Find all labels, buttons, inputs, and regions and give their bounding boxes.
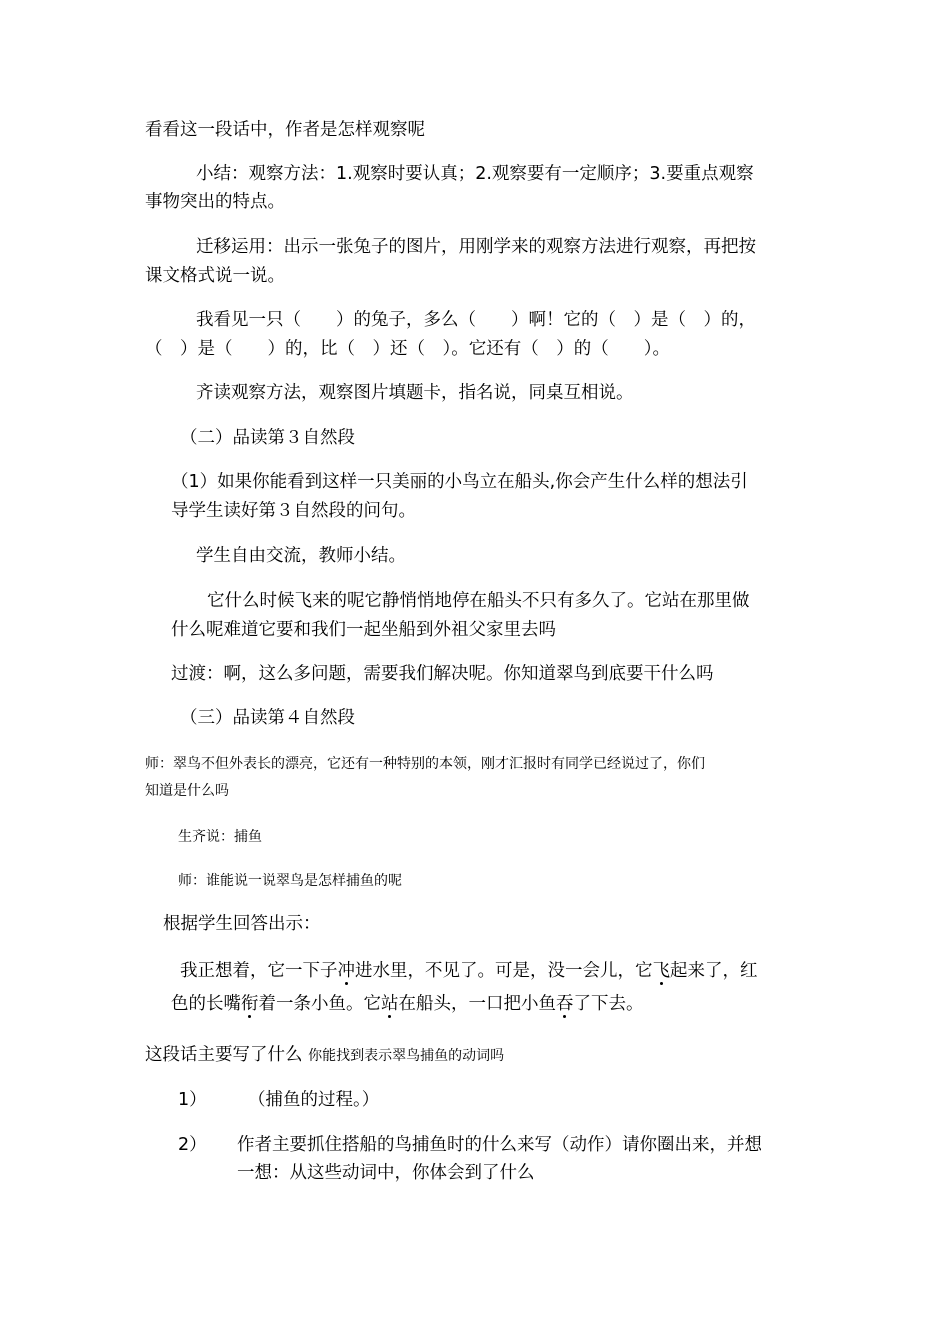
passage-text: 我正想着，它一下子 xyxy=(180,961,338,981)
rabbit-template-line-2: （ ）是（ ）的，比（ ）还（ ）。它还有（ ）的（ ）。 xyxy=(145,339,670,359)
student-exchange-line: 学生自由交流，教师小结。 xyxy=(196,546,406,566)
questions-quote-line-2: 什么呢难道它要和我们一起坐船到外祖父家里去吗 xyxy=(171,620,556,640)
read-methods-line: 齐读观察方法，观察图片填题卡，指名说，同桌互相说。 xyxy=(196,383,634,403)
list-item-1-text: （捕鱼的过程。） xyxy=(248,1090,380,1110)
transfer-line-2: 课文格式说一说。 xyxy=(145,266,285,286)
passage-text: 色的长嘴 xyxy=(171,994,241,1014)
transition-line: 过渡：啊，这么多问题，需要我们解决呢。你知道翠鸟到底要干什么吗 xyxy=(171,664,714,684)
list-item-2-line-1: 作者主要抓住搭船的鸟捕鱼时的什么来写（动作）请你圈出来，并想 xyxy=(237,1135,762,1155)
questions-quote-line-1: 它什么时候飞来的呢它静悄悄地停在船头不只有多久了。它站在那里做 xyxy=(207,591,750,611)
emphasized-verb: 冲 xyxy=(337,961,355,981)
find-verbs-question: 你能找到表示翠鸟捕鱼的动词吗 xyxy=(308,1048,505,1064)
main-content-question-line xyxy=(145,1041,504,1069)
list-item-1-number: 1） xyxy=(178,1090,207,1110)
passage-text: 在船头，一口把小鱼 xyxy=(398,994,556,1014)
fishing-passage-line-1 xyxy=(180,957,758,985)
passage-text: 起来了，红 xyxy=(670,961,758,981)
transfer-line-1: 迁移运用：出示一张兔子的图片，用刚学来的观察方法进行观察，再把按 xyxy=(196,237,756,257)
emphasized-verb: 飞 xyxy=(652,961,670,981)
rabbit-template-line-1: 我看见一只（ ）的兔子，多么（ ）啊！它的（ ）是（ ）的， xyxy=(196,310,756,330)
emphasized-verb: 站 xyxy=(381,994,399,1014)
emphasized-verb: 吞 xyxy=(556,994,574,1014)
section-heading-2: （二）品读第３自然段 xyxy=(180,428,355,448)
students-answer-line: 生齐说：捕鱼 xyxy=(178,829,262,845)
passage-text: 着一条小鱼。它 xyxy=(258,994,381,1014)
question-1-line-2: 导学生读好第３自然段的问句。 xyxy=(171,501,416,521)
emphasized-verb: 衔 xyxy=(241,994,259,1014)
fishing-passage-line-2 xyxy=(171,990,644,1018)
display-intro-line: 根据学生回答出示： xyxy=(163,914,321,934)
summary-line-2: 事物突出的特点。 xyxy=(145,192,285,212)
question-1-line-1: （1）如果你能看到这样一只美丽的小鸟立在船头,你会产生什么样的想法引 xyxy=(171,472,748,492)
passage-text: 进水里，不见了。可是，没一会儿，它 xyxy=(355,961,653,981)
list-item-2-line-2: 一想：从这些动词中，你体会到了什么 xyxy=(237,1163,535,1183)
list-item-2-number: 2） xyxy=(178,1135,207,1155)
teacher-line-2: 知道是什么吗 xyxy=(145,783,229,799)
teacher-question-line: 师：谁能说一说翠鸟是怎样捕鱼的呢 xyxy=(178,873,402,889)
teacher-line-1: 师：翠鸟不但外表长的漂亮，它还有一种特别的本领，刚才汇报时有同学已经说过了，你们 xyxy=(145,756,705,772)
summary-line-1: 小结：观察方法：1.观察时要认真；2.观察要有一定顺序；3.要重点观察 xyxy=(196,164,754,184)
passage-text: 了下去。 xyxy=(573,994,644,1014)
line-observe-question: 看看这一段话中，作者是怎样观察呢 xyxy=(145,120,425,140)
main-content-question: 这段话主要写了什么 xyxy=(145,1045,303,1065)
section-heading-3: （三）品读第４自然段 xyxy=(180,708,355,728)
